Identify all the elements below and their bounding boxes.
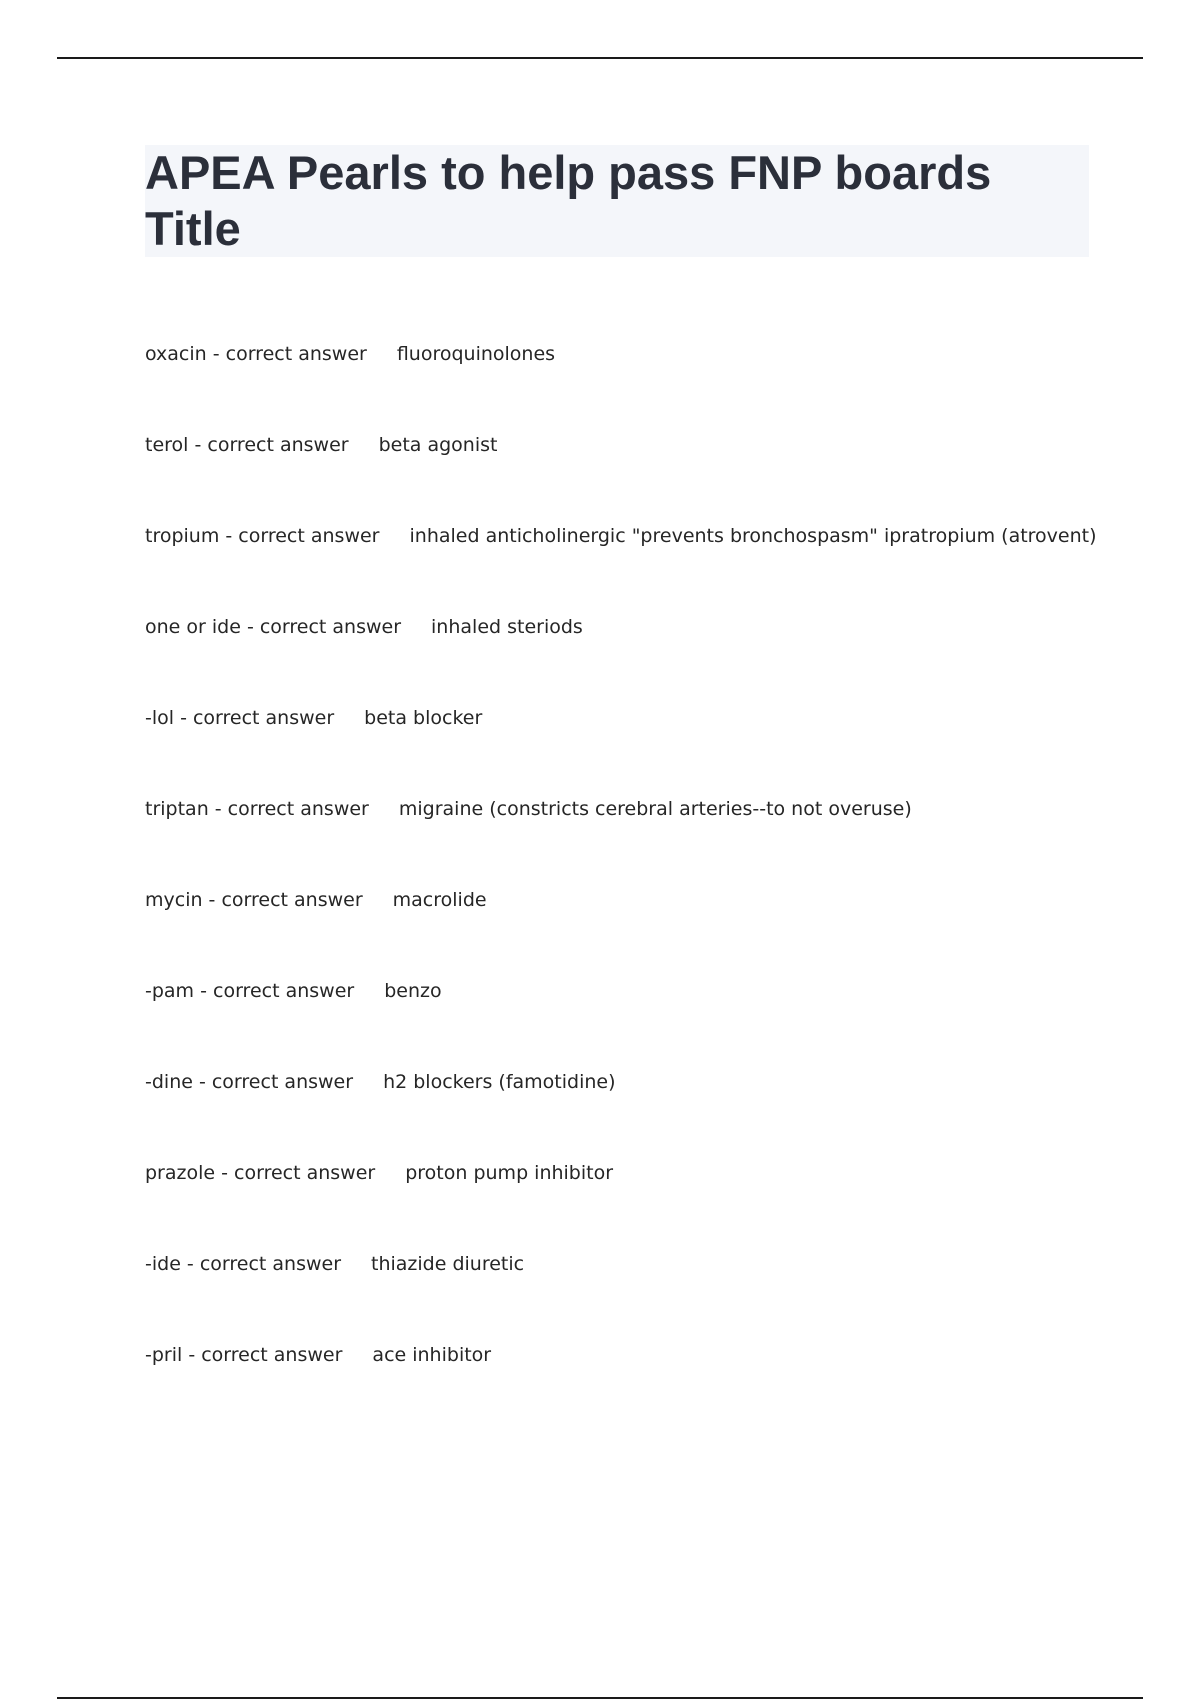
qa-answer: inhaled anticholinergic "prevents bronchospasm" ipratropium (atrovent) [409,525,1097,547]
qa-question: -ide - correct answer [145,1253,342,1275]
qa-list [145,342,1105,1434]
qa-item [145,524,1105,615]
qa-item [145,342,1105,433]
qa-answer: fluoroquinolones [396,343,556,365]
qa-question: -dine - correct answer [145,1071,354,1093]
qa-answer: ace inhibitor [372,1344,492,1366]
qa-item [145,433,1105,524]
qa-item [145,706,1105,797]
qa-question: -pril - correct answer [145,1344,343,1366]
qa-question: terol - correct answer [145,434,349,456]
document-title: APEA Pearls to help pass FNP boards Title [145,146,992,255]
qa-item [145,1161,1105,1252]
qa-answer: thiazide diuretic [371,1253,525,1275]
qa-item [145,1343,1105,1434]
qa-item [145,979,1105,1070]
qa-question: triptan - correct answer [145,798,369,820]
qa-question: -pam - correct answer [145,980,355,1002]
qa-answer: beta blocker [364,707,483,729]
qa-answer: beta agonist [378,434,498,456]
qa-item [145,615,1105,706]
qa-question: prazole - correct answer [145,1162,376,1184]
qa-item [145,1070,1105,1161]
title-block [145,145,1089,257]
qa-answer: benzo [384,980,442,1002]
qa-question: mycin - correct answer [145,889,363,911]
qa-answer: inhaled steriods [431,616,583,638]
qa-answer: proton pump inhibitor [405,1162,614,1184]
qa-question: tropium - correct answer [145,525,380,547]
qa-item [145,1252,1105,1343]
qa-item [145,797,1105,888]
qa-item [145,888,1105,979]
qa-answer: h2 blockers (famotidine) [383,1071,616,1093]
qa-question: oxacin - correct answer [145,343,367,365]
qa-answer: macrolide [392,889,487,911]
qa-question: one or ide - correct answer [145,616,402,638]
footer-rule [57,1697,1143,1699]
header-rule [57,57,1143,59]
qa-answer: migraine (constricts cerebral arteries--to not overuse) [398,798,912,820]
qa-question: -lol - correct answer [145,707,335,729]
